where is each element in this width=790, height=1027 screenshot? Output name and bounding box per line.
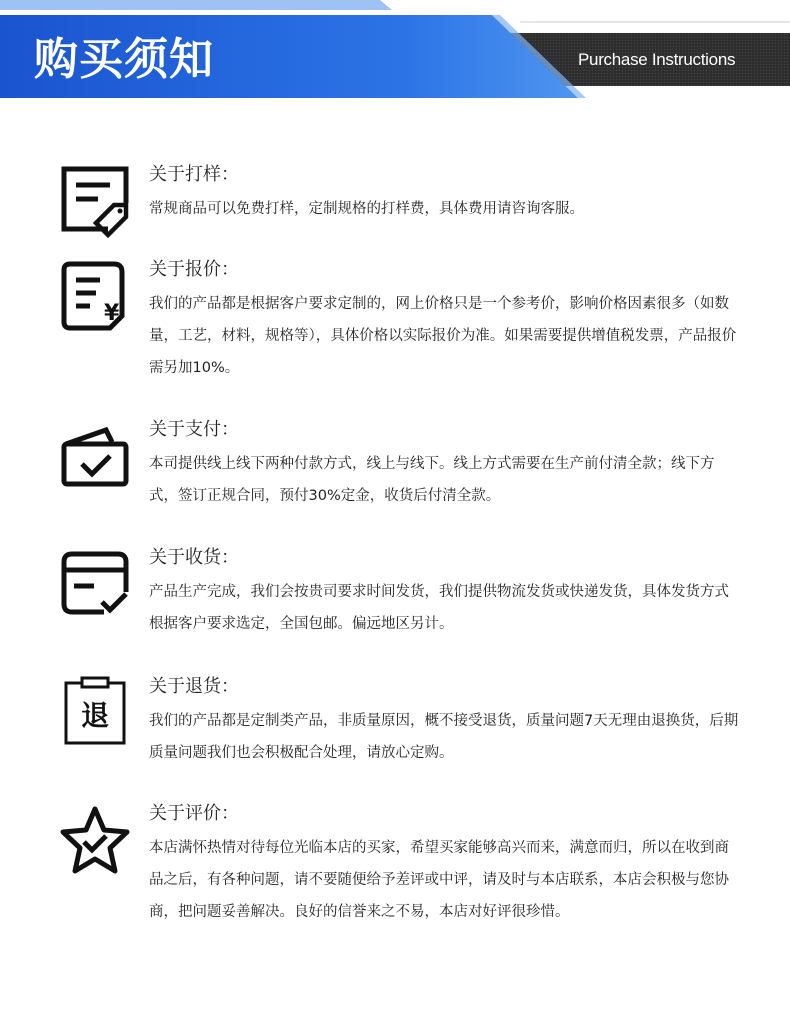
section-title: 关于评价： bbox=[149, 803, 239, 824]
return-clipboard-icon bbox=[58, 675, 132, 749]
section-body: 我们的产品都是定制类产品，非质量原因，概不接受退货，质量问题7天无理由退换货，后期质量问题我们也会积极配合处理，请放心定购。 bbox=[149, 713, 739, 761]
svg-text:¥: ¥ bbox=[104, 301, 120, 326]
page-title: 购买须知 bbox=[34, 34, 214, 85]
star-check-icon bbox=[58, 804, 132, 878]
return-icon-glyph: 退 bbox=[80, 699, 110, 732]
section-title: 关于报价： bbox=[149, 259, 239, 280]
box-check-icon bbox=[58, 548, 132, 622]
section-body: 本司提供线上线下两种付款方式，线上与线下。线上方式需要在生产前付清全款；线下方式，签订正规合同，预付30%定金，收货后付清全款。 bbox=[149, 456, 715, 504]
header-banner bbox=[0, 0, 790, 100]
section-body: 常规商品可以免费打样，定制规格的打样费，具体费用请咨询客服。 bbox=[149, 201, 584, 217]
section-title: 关于打样： bbox=[149, 164, 239, 185]
price-yen-icon bbox=[58, 260, 132, 334]
wallet-check-icon bbox=[58, 422, 132, 496]
section-title: 关于退货： bbox=[149, 676, 239, 697]
section-title: 关于支付： bbox=[149, 419, 239, 440]
page-subtitle-en: Purchase Instructions bbox=[578, 50, 736, 69]
section-title: 关于收货： bbox=[149, 547, 239, 568]
sample-tag-icon bbox=[58, 165, 132, 239]
section-body: 产品生产完成，我们会按贵司要求时间发货，我们提供物流发货或快递发货，具体发货方式根据客户要求选定，全国包邮。偏远地区另计。 bbox=[149, 584, 729, 632]
section-body: 我们的产品都是根据客户要求定制的，网上价格只是一个参考价，影响价格因素很多（如数量，工艺，材料，规格等），具体价格以实际报价为准。如果需要提供增值税发票，产品报价需另加10%。 bbox=[149, 296, 737, 376]
section-body: 本店满怀热情对待每位光临本店的买家，希望买家能够高兴而来，满意而归，所以在收到商品之后，有各种问题，请不要随便给予差评或中评，请及时与本店联系，本店会积极与您协商，把问题妥善解决。良好的信誉来之不易，本店对好评很珍惜。 bbox=[149, 840, 729, 920]
